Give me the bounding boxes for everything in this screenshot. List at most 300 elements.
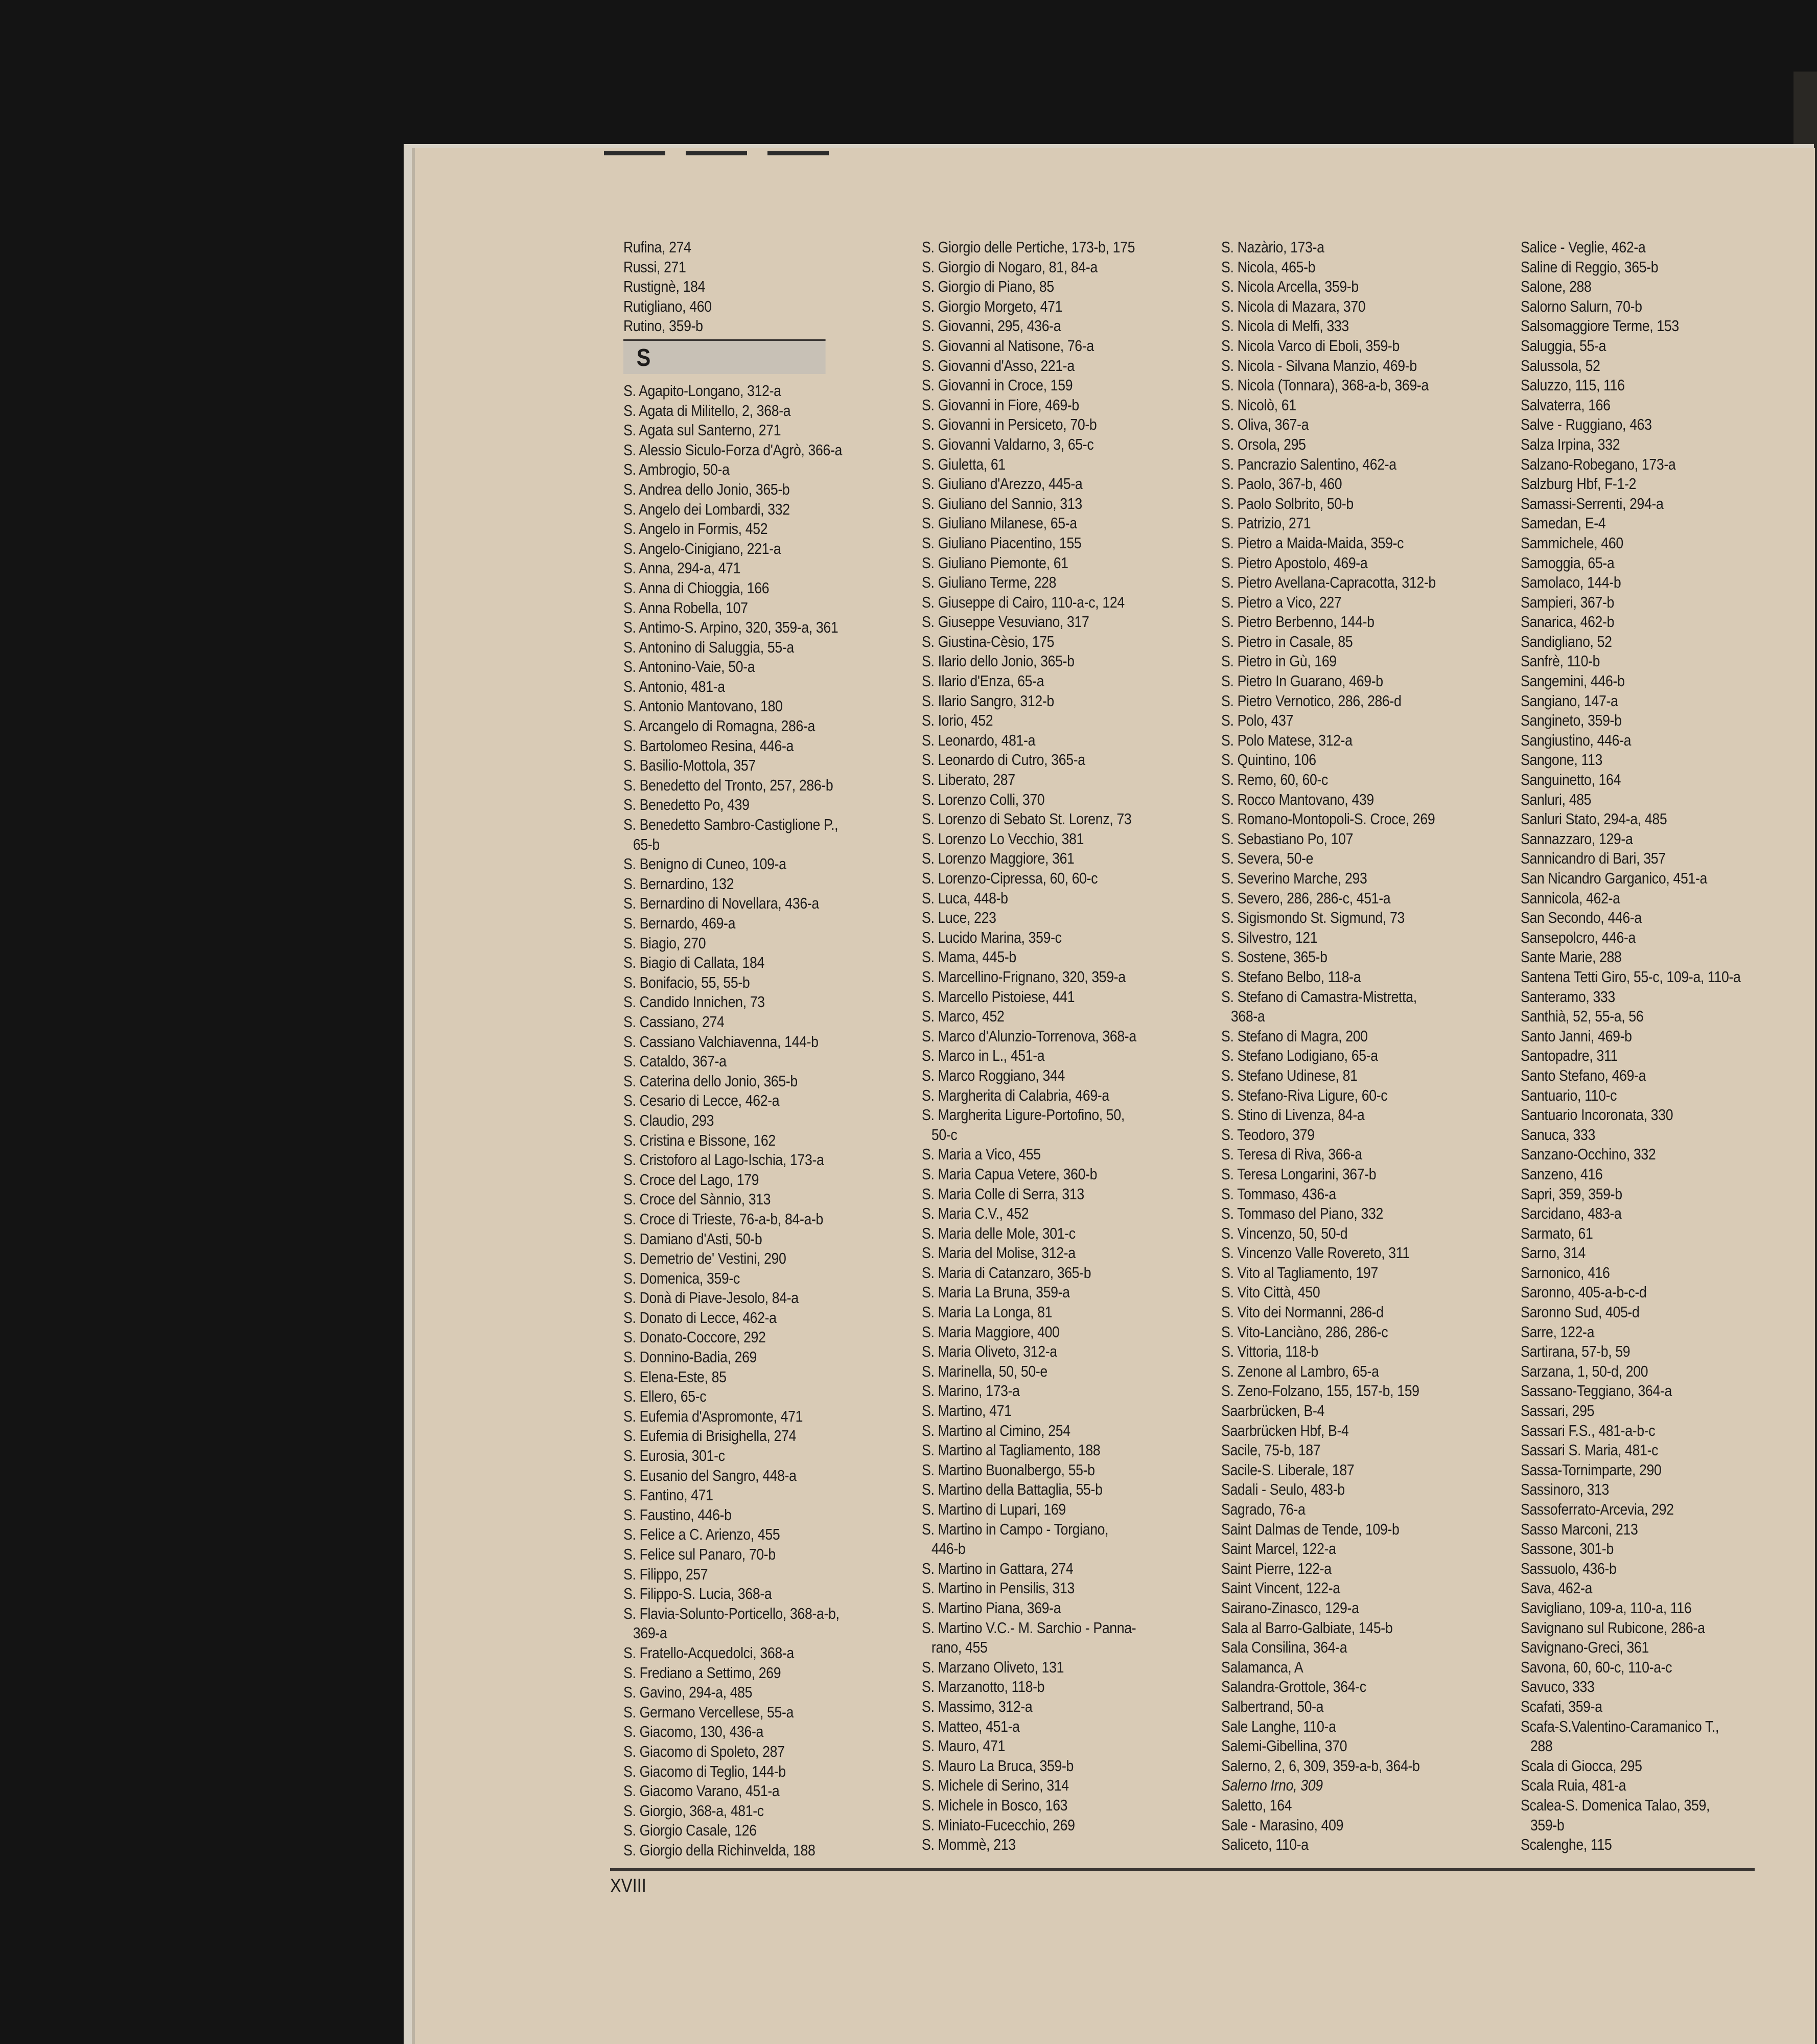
index-entry: S. Remo, 60, 60-c (1221, 771, 1329, 789)
index-entry: S. Zenone al Lambro, 65-a (1221, 1362, 1379, 1380)
index-entry: S. Giuliano Piemonte, 61 (922, 553, 1068, 572)
index-entry: S. Eufemia di Brisighella, 274 (623, 1427, 796, 1445)
index-entry: S. Vincenzo, 50, 50-d (1221, 1224, 1348, 1242)
index-entry: S. Polo Matese, 312-a (1221, 731, 1353, 749)
index-entry: S. Martino Piana, 369-a (922, 1598, 1061, 1617)
index-entry: S. Giuletta, 61 (922, 455, 1006, 473)
index-entry: Sairano-Zinasco, 129-a (1221, 1598, 1359, 1617)
index-entry: S. Filippo-S. Lucia, 368-a (623, 1585, 772, 1603)
index-entry: Salza Irpina, 332 (1521, 435, 1620, 453)
index-entry: Sala al Barro-Galbiate, 145-b (1221, 1618, 1393, 1637)
index-entry: Salone, 288 (1521, 277, 1592, 296)
index-entry: S. Mama, 445-b (922, 948, 1016, 966)
index-entry: S. Ilario dello Jonio, 365-b (922, 652, 1075, 670)
index-entry: Sannicola, 462-a (1521, 889, 1620, 907)
index-entry: Sannicandro di Bari, 357 (1521, 849, 1666, 868)
index-entry: S. Damiano d'Asti, 50-b (623, 1229, 762, 1248)
index-entry: S. Tommaso, 436-a (1221, 1184, 1336, 1203)
index-entry: Sangone, 113 (1521, 751, 1602, 769)
index-entry: S. Maria Colle di Serra, 313 (922, 1184, 1084, 1203)
index-entry: S. Marino, 173-a (922, 1382, 1020, 1400)
index-entry: S. Maria Capua Vetere, 360-b (922, 1165, 1098, 1183)
index-entry: S. Cristina e Bissone, 162 (623, 1131, 776, 1149)
index-entry: S. Martino al Tagliamento, 188 (922, 1441, 1101, 1459)
index-entry: Samolaco, 144-b (1521, 573, 1621, 592)
index-entry: S. Biagio, 270 (623, 934, 706, 952)
index-entry: S. Romano-Montopoli-S. Croce, 269 (1221, 810, 1435, 828)
index-entry: S. Nicola - Silvana Manzio, 469-b (1221, 356, 1417, 375)
index-entry: S. Eufemia d'Aspromonte, 471 (623, 1407, 803, 1425)
index-entry: San Nicandro Garganico, 451-a (1521, 869, 1707, 887)
index-entry: S. Giuliano Piacentino, 155 (922, 533, 1082, 552)
index-entry: S. Anna Robella, 107 (623, 598, 748, 617)
index-entry: S. Vittoria, 118-b (1221, 1342, 1318, 1361)
index-entry: S. Sigismondo St. Sigmund, 73 (1221, 909, 1405, 927)
index-entry: S. Pietro In Guarano, 469-b (1221, 672, 1383, 690)
index-entry: S. Giorgio della Richinvelda, 188 (623, 1841, 816, 1859)
index-entry: S. Giuseppe di Cairo, 110-a-c, 124 (922, 593, 1125, 611)
index-entry: S. Giorgio Morgeto, 471 (922, 297, 1063, 315)
index-entry: S. Agata di Militello, 2, 368-a (623, 401, 791, 420)
index-entry: S. Basilio-Mottola, 357 (623, 756, 756, 775)
index-entry: Sassari F.S., 481-a-b-c (1521, 1421, 1656, 1439)
index-entry: S. Maria Maggiore, 400 (922, 1322, 1060, 1341)
index-entry: Saint Marcel, 122-a (1221, 1540, 1336, 1558)
index-entry: Sale - Marasino, 409 (1221, 1816, 1344, 1834)
index-entry: Sangiano, 147-a (1521, 691, 1618, 710)
index-entry: S. Cassiano, 274 (623, 1012, 725, 1031)
index-entry: S. Giovanni al Natisone, 76-a (922, 336, 1094, 355)
index-entry: S. Marinella, 50, 50-e (922, 1362, 1047, 1380)
index-entry: S. Martino di Lupari, 169 (922, 1500, 1066, 1518)
index-entry: S. Caterina dello Jonio, 365-b (623, 1072, 798, 1090)
index-entry: Sanzeno, 416 (1521, 1165, 1603, 1183)
index-entry: S. Lorenzo di Sebato St. Lorenz, 73 (922, 810, 1132, 828)
index-entry: S. Antonio Mantovano, 180 (623, 697, 783, 715)
index-entry: S. Zeno-Folzano, 155, 157-b, 159 (1221, 1382, 1419, 1400)
index-entry: S. Stefano di Camastra-Mistretta, (1221, 987, 1417, 1006)
index-entry: S. Luca, 448-b (922, 889, 1008, 907)
index-entry: Sanguinetto, 164 (1521, 771, 1621, 789)
index-entry: 288 (1530, 1737, 1553, 1755)
index-entry: San Secondo, 446-a (1521, 909, 1642, 927)
index-entry: S. Cesario di Lecce, 462-a (623, 1091, 780, 1110)
index-entry: S. Benedetto Sambro-Castiglione P., (623, 816, 838, 834)
index-entry: S. Maria a Vico, 455 (922, 1145, 1041, 1164)
index-entry: Salandra-Grottole, 364-c (1221, 1678, 1366, 1696)
index-entry: S. Benedetto del Tronto, 257, 286-b (623, 776, 833, 794)
index-entry: S. Marco Roggiano, 344 (922, 1066, 1065, 1084)
index-entry: Scala Ruia, 481-a (1521, 1776, 1626, 1795)
index-entry: S. Benedetto Po, 439 (623, 796, 750, 814)
index-entry: Saint Pierre, 122-a (1221, 1559, 1332, 1577)
index-entry: S. Donato-Coccore, 292 (623, 1328, 766, 1346)
index-entry: S. Stefano-Riva Ligure, 60-c (1221, 1086, 1388, 1104)
index-entry: Savignano-Greci, 361 (1521, 1638, 1649, 1657)
index-entry: Saarbrücken, B-4 (1221, 1402, 1324, 1420)
index-entry: S. Felice a C. Arienzo, 455 (623, 1525, 780, 1544)
index-entry: S. Cassiano Valchiavenna, 144-b (623, 1032, 819, 1051)
index-entry: S. Pietro in Casale, 85 (1221, 632, 1353, 651)
index-entry: Sanuca, 333 (1521, 1125, 1595, 1144)
index-entry: S. Maria del Molise, 312-a (922, 1244, 1076, 1262)
index-entry: S. Lorenzo Colli, 370 (922, 790, 1045, 808)
index-entry: Sassone, 301-b (1521, 1540, 1614, 1558)
index-entry: S. Lucido Marina, 359-c (922, 928, 1062, 946)
index-entry: S. Luce, 223 (922, 909, 996, 927)
index-entry: Salerno Irno, 309 (1221, 1776, 1323, 1795)
index-entry: S. Claudio, 293 (623, 1111, 714, 1129)
index-entry: S. Croce del Lago, 179 (623, 1170, 759, 1189)
index-entry: S. Nicola, 465-b (1221, 258, 1316, 276)
index-entry: Savignano sul Rubicone, 286-a (1521, 1618, 1705, 1637)
index-entry: S. Eurosia, 301-c (623, 1447, 725, 1465)
index-entry: Sanfrè, 110-b (1521, 652, 1600, 670)
index-entry: 369-a (633, 1624, 667, 1642)
index-entry: S. Vincenzo Valle Rovereto, 311 (1221, 1244, 1410, 1262)
index-entry: S. Arcangelo di Romagna, 286-a (623, 717, 816, 735)
index-entry: S. Sostene, 365-b (1221, 948, 1327, 966)
index-entry: S. Pietro a Maida-Maida, 359-c (1221, 533, 1404, 552)
index-entry: S. Alessio Siculo-Forza d'Agrò, 366-a (623, 440, 843, 459)
index-entry: S. Agapito-Longano, 312-a (623, 381, 781, 400)
index-entry: Sanarica, 462-b (1521, 613, 1615, 631)
index-entry: Sarno, 314 (1521, 1244, 1586, 1262)
index-entry: S. Massimo, 312-a (922, 1697, 1033, 1715)
index-entry: S. Croce del Sànnio, 313 (623, 1190, 771, 1209)
index-entry: S. Anna di Chioggia, 166 (623, 578, 770, 597)
index-entry: S. Giacomo, 130, 436-a (623, 1723, 764, 1741)
index-entry: Sassoferrato-Arcevia, 292 (1521, 1500, 1674, 1518)
index-entry: S. Bartolomeo Resina, 446-a (623, 736, 794, 755)
index-entry: Santuario Incoronata, 330 (1521, 1106, 1673, 1124)
index-entry: S. Nicola Varco di Eboli, 359-b (1221, 336, 1400, 355)
index-entry: Sarcidano, 483-a (1521, 1204, 1622, 1223)
index-entry: Saline di Reggio, 365-b (1521, 258, 1659, 276)
index-entry: Scalenghe, 115 (1521, 1836, 1612, 1854)
index-entry: S. Vito al Tagliamento, 197 (1221, 1263, 1378, 1282)
index-entry: S. Michele in Bosco, 163 (922, 1796, 1068, 1814)
index-entry: S. Candido Innichen, 73 (623, 993, 765, 1011)
index-entry: S. Marco d'Alunzio-Torrenova, 368-a (922, 1027, 1136, 1045)
index-entry: Sanluri Stato, 294-a, 485 (1521, 810, 1667, 828)
index-entry: S. Rocco Mantovano, 439 (1221, 790, 1374, 808)
index-entry: S. Lorenzo-Cipressa, 60, 60-c (922, 869, 1098, 887)
index-entry: S. Maria Oliveto, 312-a (922, 1342, 1057, 1361)
index-entry: Rutigliano, 460 (623, 297, 712, 315)
index-entry: S. Tommaso del Piano, 332 (1221, 1204, 1383, 1223)
index-entry: S. Angelo dei Lombardi, 332 (623, 500, 790, 518)
index-entry: Scafa-S.Valentino-Caramanico T., (1521, 1717, 1719, 1735)
index-entry: Sacile-S. Liberale, 187 (1221, 1460, 1355, 1479)
index-entry: S. Giorgio di Nogaro, 81, 84-a (922, 258, 1098, 276)
index-entry: S. Martino al Cimino, 254 (922, 1421, 1070, 1439)
entries-after-heading (623, 381, 870, 1861)
index-entry: Sarre, 122-a (1521, 1322, 1595, 1341)
index-entry: S. Donà di Piave-Jesolo, 84-a (623, 1289, 799, 1307)
index-entry: rano, 455 (931, 1638, 988, 1657)
index-entry: S. Giuseppe Vesuviano, 317 (922, 613, 1089, 631)
index-entry: S. Pietro in Gù, 169 (1221, 652, 1337, 670)
index-entry: Salvaterra, 166 (1521, 396, 1611, 414)
index-entry: Saliceto, 110-a (1221, 1836, 1309, 1854)
index-entry: 359-b (1530, 1816, 1565, 1834)
index-entry: S. Pietro a Vico, 227 (1221, 593, 1342, 611)
index-entry: Sapri, 359, 359-b (1521, 1184, 1622, 1203)
index-entry: S. Andrea dello Jonio, 365-b (623, 480, 790, 498)
index-column-1 (623, 238, 870, 1861)
index-entry: S. Martino, 471 (922, 1402, 1012, 1420)
index-entry: Samedan, E-4 (1521, 514, 1606, 532)
index-entry: S. Giustina-Cèsio, 175 (922, 632, 1055, 651)
index-entry: Santeramo, 333 (1521, 987, 1615, 1006)
index-entry: S. Polo, 437 (1221, 711, 1294, 730)
index-entry: S. Teodoro, 379 (1221, 1125, 1315, 1144)
index-entry: S. Antonino-Vaie, 50-a (623, 658, 755, 676)
top-bleed-marks (604, 151, 839, 155)
index-entry: S. Marco in L., 451-a (922, 1047, 1045, 1065)
index-entry: Sangemini, 446-b (1521, 672, 1625, 690)
index-entry: S. Miniato-Fucecchio, 269 (922, 1816, 1075, 1834)
index-entry: Sammichele, 460 (1521, 533, 1623, 552)
index-entry: Salorno Salurn, 70-b (1521, 297, 1642, 315)
index-entry: Saronno, 405-a-b-c-d (1521, 1283, 1647, 1302)
index-entry: S. Sebastiano Po, 107 (1221, 829, 1354, 848)
index-entry: Rutino, 359-b (623, 317, 703, 335)
index-entry: S. Teresa Longarini, 367-b (1221, 1165, 1377, 1183)
index-entry: S. Martino V.C.- M. Sarchio - Panna- (922, 1618, 1136, 1637)
index-entry: Saint Vincent, 122-a (1221, 1579, 1340, 1597)
index-entry: S. Giacomo di Spoleto, 287 (623, 1742, 785, 1760)
index-entry: S. Eusanio del Sangro, 448-a (623, 1466, 797, 1484)
index-entry: S. Ambrogio, 50-a (623, 460, 730, 479)
index-entry: S. Nicola Arcella, 359-b (1221, 277, 1359, 296)
index-entry: Sampieri, 367-b (1521, 593, 1615, 611)
index-entry: S. Margherita di Calabria, 469-a (922, 1086, 1109, 1104)
index-entry: 50-c (931, 1125, 958, 1144)
index-entry: S. Demetrio de' Vestini, 290 (623, 1249, 786, 1268)
index-entry: S. Maria delle Mole, 301-c (922, 1224, 1076, 1242)
index-entry: Sangiustino, 446-a (1521, 731, 1632, 749)
index-entry: Sassari, 295 (1521, 1402, 1595, 1420)
index-entry: S. Stefano di Magra, 200 (1221, 1027, 1368, 1045)
index-entry: Rufina, 274 (623, 238, 691, 256)
index-entry: Salerno, 2, 6, 309, 359-a-b, 364-b (1221, 1756, 1420, 1775)
index-entry: Sarzana, 1, 50-d, 200 (1521, 1362, 1648, 1380)
index-entry: S. Marco, 452 (922, 1007, 1005, 1026)
index-entry: Santena Tetti Giro, 55-c, 109-a, 110-a (1521, 967, 1741, 986)
index-entry: Samassi-Serrenti, 294-a (1521, 494, 1664, 513)
index-entry: S. Pietro Vernotico, 286, 286-d (1221, 691, 1402, 710)
index-entry: S. Anna, 294-a, 471 (623, 559, 741, 577)
index-entry: S. Giacomo Varano, 451-a (623, 1782, 780, 1800)
index-entry: S. Leonardo di Cutro, 365-a (922, 751, 1085, 769)
index-entry: S. Lorenzo Lo Vecchio, 381 (922, 829, 1084, 848)
index-entry: Santhià, 52, 55-a, 56 (1521, 1007, 1644, 1026)
index-entry: Salbertrand, 50-a (1221, 1697, 1324, 1715)
index-entry: Salice - Veglie, 462-a (1521, 238, 1646, 256)
index-entry: S. Giuliano Terme, 228 (922, 573, 1057, 592)
index-entry: S. Cristoforo al Lago-Ischia, 173-a (623, 1151, 824, 1169)
index-entry: S. Ilario Sangro, 312-b (922, 691, 1054, 710)
index-entry: 65-b (633, 835, 660, 853)
index-entry: S. Cataldo, 367-a (623, 1052, 727, 1071)
index-entry: S. Mommè, 213 (922, 1836, 1016, 1854)
index-entry: Saint Dalmas de Tende, 109-b (1221, 1520, 1400, 1538)
index-entry: S. Paolo Solbrito, 50-b (1221, 494, 1354, 513)
index-column-3 (1221, 238, 1502, 1855)
index-entry: S. Faustino, 446-b (623, 1505, 732, 1524)
index-entry: S. Elena-Este, 85 (623, 1367, 727, 1386)
index-entry: S. Giovanni in Persiceto, 70-b (922, 415, 1097, 434)
index-entry: Rustignè, 184 (623, 277, 706, 296)
index-entry: S. Bonifacio, 55, 55-b (623, 973, 750, 991)
index-entry: S. Martino Buonalbergo, 55-b (922, 1460, 1095, 1479)
index-entry: S. Bernardino di Novellara, 436-a (623, 894, 819, 913)
index-entry: Sannazzaro, 129-a (1521, 829, 1633, 848)
index-entry: Sava, 462-a (1521, 1579, 1592, 1597)
index-entry: S. Domenica, 359-c (623, 1269, 740, 1287)
index-entry: S. Severo, 286, 286-c, 451-a (1221, 889, 1391, 907)
index-entry: S. Giorgio Casale, 126 (623, 1821, 757, 1840)
index-entry: Sale Langhe, 110-a (1221, 1717, 1336, 1735)
index-entry: Saletto, 164 (1221, 1796, 1292, 1814)
index-entry: S. Lorenzo Maggiore, 361 (922, 849, 1075, 868)
index-entry: S. Biagio di Callata, 184 (623, 954, 764, 972)
index-entry: Savigliano, 109-a, 110-a, 116 (1521, 1598, 1692, 1617)
index-entry: Savona, 60, 60-c, 110-a-c (1521, 1658, 1672, 1676)
index-entry: S. Giorgio di Piano, 85 (922, 277, 1054, 296)
index-entry: S. Liberato, 287 (922, 771, 1015, 789)
index-entry: S. Pancrazio Salentino, 462-a (1221, 455, 1396, 473)
index-entry: S. Iorio, 452 (922, 711, 993, 730)
index-entry: Santo Janni, 469-b (1521, 1027, 1632, 1045)
index-entry: S. Nicolò, 61 (1221, 396, 1296, 414)
index-entry: Salamanca, A (1221, 1658, 1303, 1676)
index-entry: S. Filippo, 257 (623, 1565, 708, 1583)
index-entry: S. Angelo-Cinigiano, 221-a (623, 539, 781, 558)
index-entry: Samoggia, 65-a (1521, 553, 1615, 572)
index-entry: Sassari S. Maria, 481-c (1521, 1441, 1659, 1459)
index-entry: S. Giacomo di Teglio, 144-b (623, 1762, 786, 1780)
index-entry: S. Orsola, 295 (1221, 435, 1306, 453)
index-entry: S. Marzanotto, 118-b (922, 1678, 1045, 1696)
section-heading: S (623, 339, 826, 374)
index-entry: S. Giuliano d'Arezzo, 445-a (922, 475, 1083, 493)
index-entry: S. Michele di Serino, 314 (922, 1776, 1069, 1795)
entries-before-heading (623, 238, 870, 336)
index-entry: Salsomaggiore Terme, 153 (1521, 317, 1679, 335)
index-entry: S. Pietro Berbenno, 144-b (1221, 613, 1375, 631)
index-entry: Saronno Sud, 405-d (1521, 1303, 1640, 1321)
index-entry: S. Donato di Lecce, 462-a (623, 1308, 777, 1327)
index-entry: Sagrado, 76-a (1221, 1500, 1306, 1518)
index-entry: Sarmato, 61 (1521, 1224, 1593, 1242)
index-entry: Sassa-Tornimparte, 290 (1521, 1460, 1662, 1479)
index-entry: S. Giovanni, 295, 436-a (922, 317, 1061, 335)
index-entry: Saluzzo, 115, 116 (1521, 376, 1625, 394)
index-entry: S. Martino della Battaglia, 55-b (922, 1480, 1103, 1499)
index-entry: S. Patrizio, 271 (1221, 514, 1311, 532)
index-entry: S. Vito dei Normanni, 286-d (1221, 1303, 1384, 1321)
index-entry: Salzburg Hbf, F-1-2 (1521, 475, 1637, 493)
index-entry: S. Donnino-Badia, 269 (623, 1348, 757, 1366)
index-entry: Sangineto, 359-b (1521, 711, 1622, 730)
index-entry: S. Severino Marche, 293 (1221, 869, 1367, 887)
index-entry: S. Matteo, 451-a (922, 1717, 1020, 1735)
index-entry: Saluggia, 55-a (1521, 336, 1606, 355)
index-entry: S. Quintino, 106 (1221, 751, 1316, 769)
index-entry: S. Pietro Apostolo, 469-a (1221, 553, 1368, 572)
index-entry: Sassinoro, 313 (1521, 1480, 1610, 1499)
index-page (415, 148, 1815, 2044)
index-entry: S. Stino di Livenza, 84-a (1221, 1106, 1365, 1124)
index-entry: S. Nicola di Melfi, 333 (1221, 317, 1349, 335)
index-entry: Santuario, 110-c (1521, 1086, 1617, 1104)
index-entry: S. Nicola (Tonnara), 368-a-b, 369-a (1221, 376, 1429, 394)
index-entry: S. Bernardo, 469-a (623, 914, 736, 932)
index-entry: S. Flavia-Solunto-Porticello, 368-a-b, (623, 1604, 840, 1622)
index-entry: Santo Stefano, 469-a (1521, 1066, 1646, 1084)
index-entry: Sanzano-Occhino, 332 (1521, 1145, 1656, 1164)
index-entry: S. Agata sul Santerno, 271 (623, 421, 781, 439)
index-entry: Scalea-S. Domenica Talao, 359, (1521, 1796, 1710, 1814)
index-entry: Sadali - Seulo, 483-b (1221, 1480, 1345, 1499)
index-entry: S. Maria La Bruna, 359-a (922, 1283, 1070, 1302)
index-entry: Sacile, 75-b, 187 (1221, 1441, 1321, 1459)
index-entry: Sala Consilina, 364-a (1221, 1638, 1347, 1657)
index-entry: S. Gavino, 294-a, 485 (623, 1683, 753, 1702)
index-entry: S. Antonino di Saluggia, 55-a (623, 638, 794, 656)
index-entry: S. Mauro, 471 (922, 1737, 1005, 1755)
index-entry: Sante Marie, 288 (1521, 948, 1622, 966)
index-entry: Sassuolo, 436-b (1521, 1559, 1617, 1577)
index-entry: Russi, 271 (623, 258, 686, 276)
index-entry: S. Frediano a Settimo, 269 (623, 1663, 781, 1682)
index-entry: S. Maria La Longa, 81 (922, 1303, 1053, 1321)
index-entry: S. Angelo in Formis, 452 (623, 520, 768, 538)
index-entry: Sansepolcro, 446-a (1521, 928, 1636, 946)
index-entry: S. Stefano Belbo, 118-a (1221, 967, 1361, 986)
index-entry: S. Stefano Lodigiano, 65-a (1221, 1047, 1378, 1065)
index-column-4 (1521, 238, 1802, 1855)
index-entry: S. Nicola di Mazara, 370 (1221, 297, 1366, 315)
footer-rule (610, 1868, 1755, 1871)
index-entry: S. Fantino, 471 (623, 1486, 713, 1504)
index-entry: S. Leonardo, 481-a (922, 731, 1036, 749)
index-entry: S. Vito Città, 450 (1221, 1283, 1320, 1302)
index-entry: S. Ilario d'Enza, 65-a (922, 672, 1044, 690)
index-entry: Sanluri, 485 (1521, 790, 1592, 808)
index-entry: S. Giuliano del Sannio, 313 (922, 494, 1082, 513)
index-entry: Salve - Ruggiano, 463 (1521, 415, 1652, 434)
index-entry: S. Vito-Lanciàno, 286, 286-c (1221, 1322, 1388, 1341)
index-entry: S. Giovanni d'Asso, 221-a (922, 356, 1075, 375)
index-entry: S. Martino in Gattara, 274 (922, 1559, 1074, 1577)
index-entry: S. Maria di Catanzaro, 365-b (922, 1263, 1091, 1282)
index-entry: S. Maria C.V., 452 (922, 1204, 1029, 1223)
index-entry: Santopadre, 311 (1521, 1047, 1618, 1065)
index-entry: S. Germano Vercellese, 55-a (623, 1703, 794, 1721)
index-entry: S. Teresa di Riva, 366-a (1221, 1145, 1362, 1164)
index-entry: S. Giovanni Valdarno, 3, 65-c (922, 435, 1094, 453)
index-entry: S. Martino in Campo - Torgiano, (922, 1520, 1109, 1538)
index-entry: Sartirana, 57-b, 59 (1521, 1342, 1630, 1361)
index-entry: Savuco, 333 (1521, 1678, 1595, 1696)
index-entry: S. Marcellino-Frignano, 320, 359-a (922, 967, 1126, 986)
page-number: XVIII (610, 1875, 646, 1897)
index-entry: Sasso Marconi, 213 (1521, 1520, 1638, 1538)
